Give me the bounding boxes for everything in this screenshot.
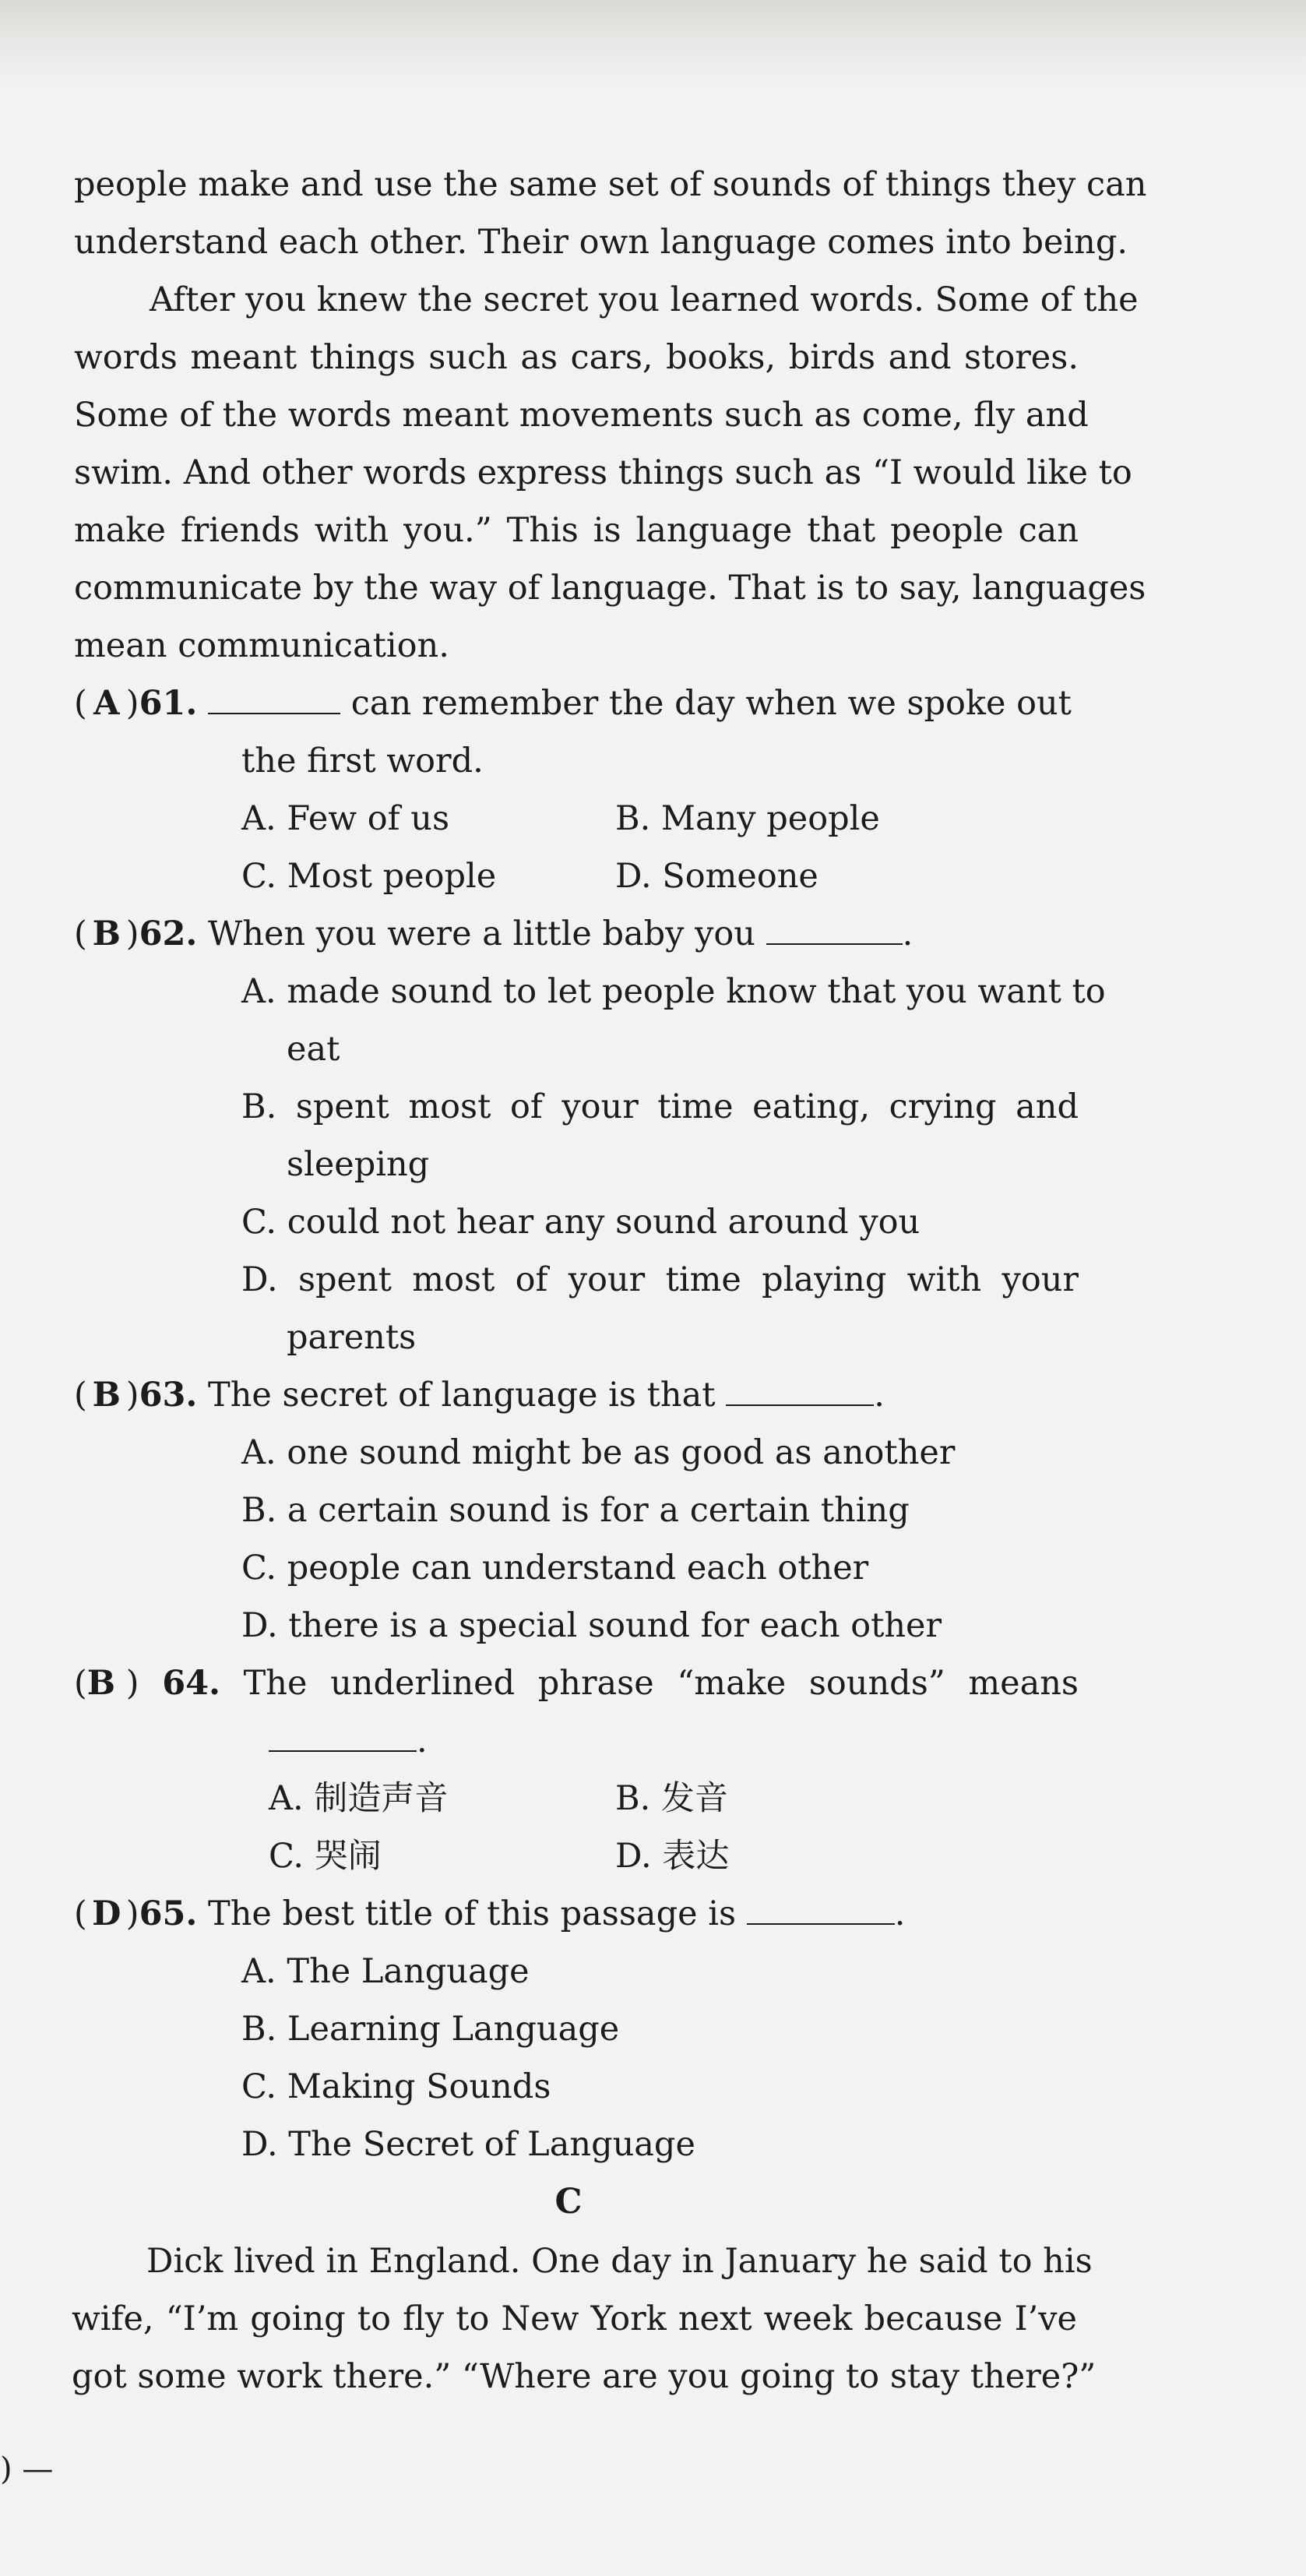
question-number: 63. <box>139 1376 198 1415</box>
answer-63: B <box>92 1376 121 1415</box>
option: B. 发音 <box>615 1779 728 1818</box>
option: C. Making Sounds <box>241 2067 551 2106</box>
option: C. people can understand each other <box>241 1549 869 1588</box>
question-number: 61. <box>139 684 198 723</box>
answer-65: D <box>92 1894 121 1933</box>
question-number: 64. <box>162 1664 220 1703</box>
question-62: ( B )62. When you were a little baby you . <box>74 905 913 963</box>
question-stem: When you were a little baby you <box>208 914 755 953</box>
question-stem: The secret of language is that <box>208 1376 716 1415</box>
passage-line: understand each other. Their own language comes into being. <box>74 223 1128 262</box>
passage-line: communicate by the way of language. That is to say, languages <box>74 569 1146 608</box>
answer-64: B <box>86 1664 116 1703</box>
passage-line: got some work there.” “Where are you going to stay there?” <box>72 2357 1097 2396</box>
option: C. could not hear any sound around you <box>241 1203 921 1242</box>
question-stem: The best title of this passage is <box>208 1894 737 1933</box>
page-top-shadow <box>0 0 1306 93</box>
answer-blank <box>747 1891 895 1925</box>
option: D. Someone <box>615 857 818 896</box>
question-65: ( D )65. The best title of this passage is . <box>74 1885 905 1943</box>
passage-line: After you knew the secret you learned words. Some of the <box>150 280 1139 319</box>
question-stem: can remember the day when we spoke out <box>350 684 1072 723</box>
question-64-blank-line <box>269 1712 428 1770</box>
option: A. 制造声音 <box>269 1779 449 1818</box>
passage-line: people make and use the same set of sounds of things they can <box>74 165 1147 204</box>
question-61: ( A )61. can remember the day when we spoke out <box>74 675 1072 732</box>
option: D. 表达 <box>615 1837 730 1876</box>
stem-period: . <box>902 914 913 953</box>
answer-62: B <box>92 914 121 953</box>
stem-period: . <box>874 1376 885 1415</box>
passage-line: Dick lived in England. One day in January he said to his <box>146 2242 1093 2281</box>
page-footer-mark: ) — <box>0 2451 54 2487</box>
option: A. made sound to let people know that you want to <box>241 972 1106 1011</box>
passage-line: words meant things such as cars, books, birds and stores. <box>74 338 1079 377</box>
option-continuation: parents <box>287 1318 417 1357</box>
option: A. one sound might be as good as another <box>241 1433 956 1472</box>
option: C. Most people <box>241 857 497 896</box>
passage-line: wife, “I’m going to fly to New York next week because I’ve <box>72 2299 1077 2338</box>
question-number: 62. <box>139 914 198 953</box>
answer-blank <box>766 911 903 945</box>
passage-line: make friends with you.” This is language that people can <box>74 511 1079 550</box>
option: D. spent most of your time playing with your <box>241 1260 1079 1299</box>
answer-blank <box>208 680 340 714</box>
question-stem-line2: the first word. <box>241 742 484 781</box>
option: B. Learning Language <box>241 2010 620 2049</box>
answer-61: A <box>93 684 120 723</box>
passage-line: mean communication. <box>74 626 449 665</box>
answer-blank <box>269 1718 417 1752</box>
option: A. Few of us <box>241 799 450 838</box>
stem-period: . <box>417 1721 428 1760</box>
option: D. there is a special sound for each other <box>241 1606 942 1645</box>
option: D. The Secret of Language <box>241 2125 695 2164</box>
question-63: ( B )63. The secret of language is that . <box>74 1366 885 1424</box>
option: B. a certain sound is for a certain thing <box>241 1491 910 1530</box>
question-64: (B ) 64. The underlined phrase “make sounds” means <box>74 1654 1079 1712</box>
option: A. The Language <box>241 1952 530 1991</box>
stem-period: . <box>894 1894 906 1933</box>
option-continuation: eat <box>287 1030 340 1069</box>
passage-line: Some of the words meant movements such as come, fly and <box>74 396 1089 435</box>
question-number: 65. <box>139 1894 198 1933</box>
option: C. 哭闹 <box>269 1837 382 1876</box>
option: B. spent most of your time eating, crying and <box>241 1087 1079 1126</box>
passage-line: swim. And other words express things such as “I would like to <box>74 453 1132 492</box>
section-title-c: C <box>554 2182 583 2222</box>
option-continuation: sleeping <box>287 1145 430 1184</box>
question-stem: The underlined phrase “make sounds” means <box>243 1664 1079 1703</box>
option: B. Many people <box>615 799 880 838</box>
answer-blank <box>726 1372 874 1406</box>
